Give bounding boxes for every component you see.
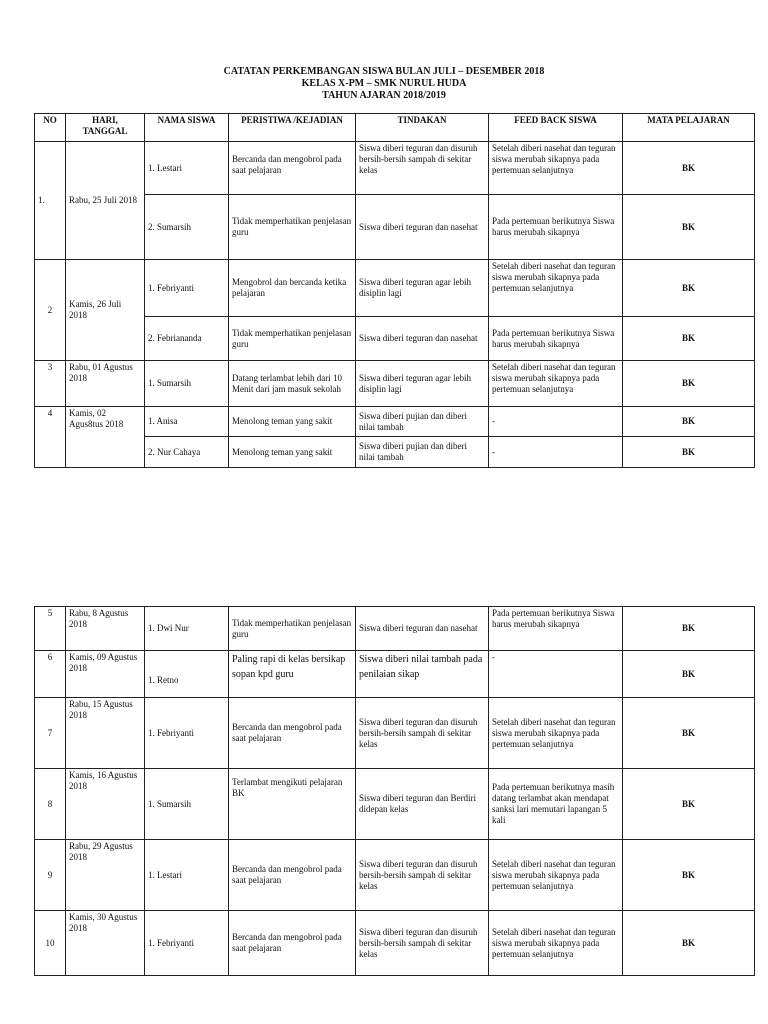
- doc-class: KELAS X-PM – SMK NURUL HUDA: [301, 78, 467, 89]
- table-row: [35, 361, 755, 407]
- table-row: [35, 651, 755, 698]
- cell-peristiwa: Bercanda dan mengobrol pada saat pelajaran: [229, 142, 356, 195]
- cell-tindakan: Siswa diberi teguran dan disuruh bersih-bersih sampah di sekitar kelas: [356, 142, 489, 195]
- cell-tindakan: Siswa diberi teguran dan nasehat: [356, 607, 489, 651]
- cell-nama: 1. Febriyanti: [145, 911, 229, 976]
- cell-hari: Rabu, 29 Agustus 2018: [66, 840, 145, 911]
- cell-no: 3: [35, 361, 66, 407]
- cell-nama: 1. Febriyanti: [145, 260, 229, 317]
- cell-feedback: Pada pertemuan berikutnya masih datang terlambat akan mendapat sanksi lari memutari lapangan 5 kali: [489, 769, 623, 840]
- cell-no: 2: [35, 260, 66, 361]
- cell-peristiwa: Paling rapi di kelas bersikap sopan kpd guru: [229, 651, 356, 698]
- cell-peristiwa: Bercanda dan mengobrol pada saat pelajaran: [229, 840, 356, 911]
- cell-peristiwa: Bercanda dan mengobrol pada saat pelajaran: [229, 911, 356, 976]
- cell-tindakan: Siswa diberi teguran dan disuruh bersih-bersih sampah di sekitar kelas: [356, 698, 489, 769]
- cell-mapel: BK: [623, 260, 755, 317]
- col-header-no: NO: [35, 114, 66, 142]
- cell-hari: Kamis, 30 Agustus 2018: [66, 911, 145, 976]
- cell-feedback: -: [489, 407, 623, 437]
- cell-no: 8: [35, 769, 66, 840]
- cell-peristiwa: Mengobrol dan bercanda ketika pelajaran: [229, 260, 356, 317]
- cell-feedback: Pada pertemuan berikutnya Siswa harus merubah sikapnya: [489, 195, 623, 260]
- record-table-1: [34, 113, 755, 468]
- cell-tindakan: Siswa diberi teguran dan disuruh bersih-bersih sampah di sekitar kelas: [356, 911, 489, 976]
- cell-mapel: BK: [623, 911, 755, 976]
- cell-peristiwa: Tidak memperhatikan penjelasan guru: [229, 317, 356, 361]
- cell-mapel: BK: [623, 195, 755, 260]
- cell-tindakan: Siswa diberi teguran agar lebih disiplin lagi: [356, 260, 489, 317]
- cell-nama: 1. Febriyanti: [145, 698, 229, 769]
- table-row: [35, 769, 755, 840]
- cell-tindakan: Siswa diberi teguran dan nasehat: [356, 317, 489, 361]
- col-header-feedback: FEED BACK SISWA: [489, 114, 623, 142]
- cell-hari: Kamis, 02 Agus8tus 2018: [66, 407, 145, 468]
- cell-peristiwa: Bercanda dan mengobrol pada saat pelajaran: [229, 698, 356, 769]
- cell-peristiwa: Datang terlambat lebih dari 10 Menit dari jam masuk sekolah: [229, 361, 356, 407]
- cell-mapel: BK: [623, 769, 755, 840]
- cell-mapel: BK: [623, 142, 755, 195]
- cell-nama: 1. Lestari: [145, 840, 229, 911]
- cell-hari: Kamis, 16 Agustus 2018: [66, 769, 145, 840]
- cell-feedback: Pada pertemuan berikutnya Siswa harus merubah sikapnya: [489, 607, 623, 651]
- cell-feedback: Pada pertemuan berikutnya Siswa harus merubah sikapnya: [489, 317, 623, 361]
- cell-mapel: BK: [623, 361, 755, 407]
- cell-no: 6: [35, 651, 66, 698]
- cell-mapel: BK: [623, 840, 755, 911]
- cell-mapel: BK: [623, 437, 755, 468]
- cell-feedback: Setelah diberi nasehat dan teguran siswa merubah sikapnya pada pertemuan selanjutnya: [489, 142, 623, 195]
- cell-mapel: BK: [623, 607, 755, 651]
- cell-mapel: BK: [623, 698, 755, 769]
- cell-hari: Rabu, 15 Agustus 2018: [66, 698, 145, 769]
- record-table-2: [34, 606, 755, 976]
- cell-feedback: -: [489, 651, 623, 698]
- table-row: [35, 142, 755, 195]
- cell-peristiwa: Tidak memperhatikan penjelasan guru: [229, 607, 356, 651]
- cell-no: 10: [35, 911, 66, 976]
- table-header-row: [35, 114, 755, 142]
- cell-no: 7: [35, 698, 66, 769]
- table-row: [35, 260, 755, 317]
- cell-mapel: BK: [623, 317, 755, 361]
- col-header-tindakan: TINDAKAN: [356, 114, 489, 142]
- cell-no: 5: [35, 607, 66, 651]
- table-row: [35, 911, 755, 976]
- cell-tindakan: Siswa diberi teguran dan disuruh bersih-bersih sampah di sekitar kelas: [356, 840, 489, 911]
- cell-tindakan: Siswa diberi pujian dan diberi nilai tambah: [356, 407, 489, 437]
- cell-hari: Rabu, 01 Agustus 2018: [66, 361, 145, 407]
- cell-mapel: BK: [623, 407, 755, 437]
- cell-feedback: Setelah diberi nasehat dan teguran siswa merubah sikapnya pada pertemuan selanjutnya: [489, 260, 623, 317]
- cell-nama: 1. Sumarsih: [145, 361, 229, 407]
- table-row: [35, 840, 755, 911]
- cell-nama: 2. Nur Cahaya: [145, 437, 229, 468]
- cell-peristiwa: Terlambat mengikuti pelajaran BK: [229, 769, 356, 840]
- cell-mapel: BK: [623, 651, 755, 698]
- col-header-hari: HARI, TANGGAL: [66, 114, 145, 142]
- cell-peristiwa: Menolong teman yang sakit: [229, 437, 356, 468]
- cell-no: 4: [35, 407, 66, 468]
- col-header-mapel: MATA PELAJARAN: [623, 114, 755, 142]
- cell-nama: 1. Anisa: [145, 407, 229, 437]
- table-row: [35, 698, 755, 769]
- cell-feedback: -: [489, 437, 623, 468]
- cell-feedback: Setelah diberi nasehat dan teguran siswa merubah sikapnya pada pertemuan selanjutnya: [489, 698, 623, 769]
- cell-no: 1.: [35, 142, 66, 260]
- col-header-nama: NAMA SISWA: [145, 114, 229, 142]
- cell-nama: 1. Retno: [145, 651, 229, 698]
- cell-nama: 1. Sumarsih: [145, 769, 229, 840]
- cell-nama: 1. Dwi Nur: [145, 607, 229, 651]
- cell-feedback: Setelah diberi nasehat dan teguran siswa merubah sikapnya pada pertemuan selanjutnya: [489, 911, 623, 976]
- cell-hari: Kamis, 09 Agustus 2018: [66, 651, 145, 698]
- cell-nama: 2. Sumarsih: [145, 195, 229, 260]
- cell-peristiwa: Tidak memperhatikan penjelasan guru: [229, 195, 356, 260]
- cell-tindakan: Siswa diberi teguran dan Berdiri didepan kelas: [356, 769, 489, 840]
- cell-nama: 2. Febriananda: [145, 317, 229, 361]
- col-header-peristiwa: PERISTIWA /KEJADIAN: [229, 114, 356, 142]
- cell-peristiwa: Menolong teman yang sakit: [229, 407, 356, 437]
- cell-hari: Kamis, 26 Juli 2018: [66, 260, 145, 361]
- cell-tindakan: Siswa diberi teguran agar lebih disiplin lagi: [356, 361, 489, 407]
- table-row: [35, 607, 755, 651]
- cell-feedback: Setelah diberi nasehat dan teguran siswa merubah sikapnya pada pertemuan selanjutnya: [489, 361, 623, 407]
- doc-title: CATATAN PERKEMBANGAN SISWA BULAN JULI – DESEMBER 2018: [223, 66, 545, 77]
- cell-nama: 1. Lestari: [145, 142, 229, 195]
- cell-hari: Rabu, 8 Agustus 2018: [66, 607, 145, 651]
- cell-tindakan: Siswa diberi pujian dan diberi nilai tambah: [356, 437, 489, 468]
- cell-feedback: Setelah diberi nasehat dan teguran siswa merubah sikapnya pada pertemuan selanjutnya: [489, 840, 623, 911]
- cell-no: 9: [35, 840, 66, 911]
- cell-tindakan: Siswa diberi nilai tambah pada penilaian sikap: [356, 651, 489, 698]
- doc-year: TAHUN AJARAN 2018/2019: [322, 90, 446, 101]
- cell-hari: Rabu, 25 Juli 2018: [66, 142, 145, 260]
- table-row: [35, 407, 755, 437]
- cell-tindakan: Siswa diberi teguran dan nasehat: [356, 195, 489, 260]
